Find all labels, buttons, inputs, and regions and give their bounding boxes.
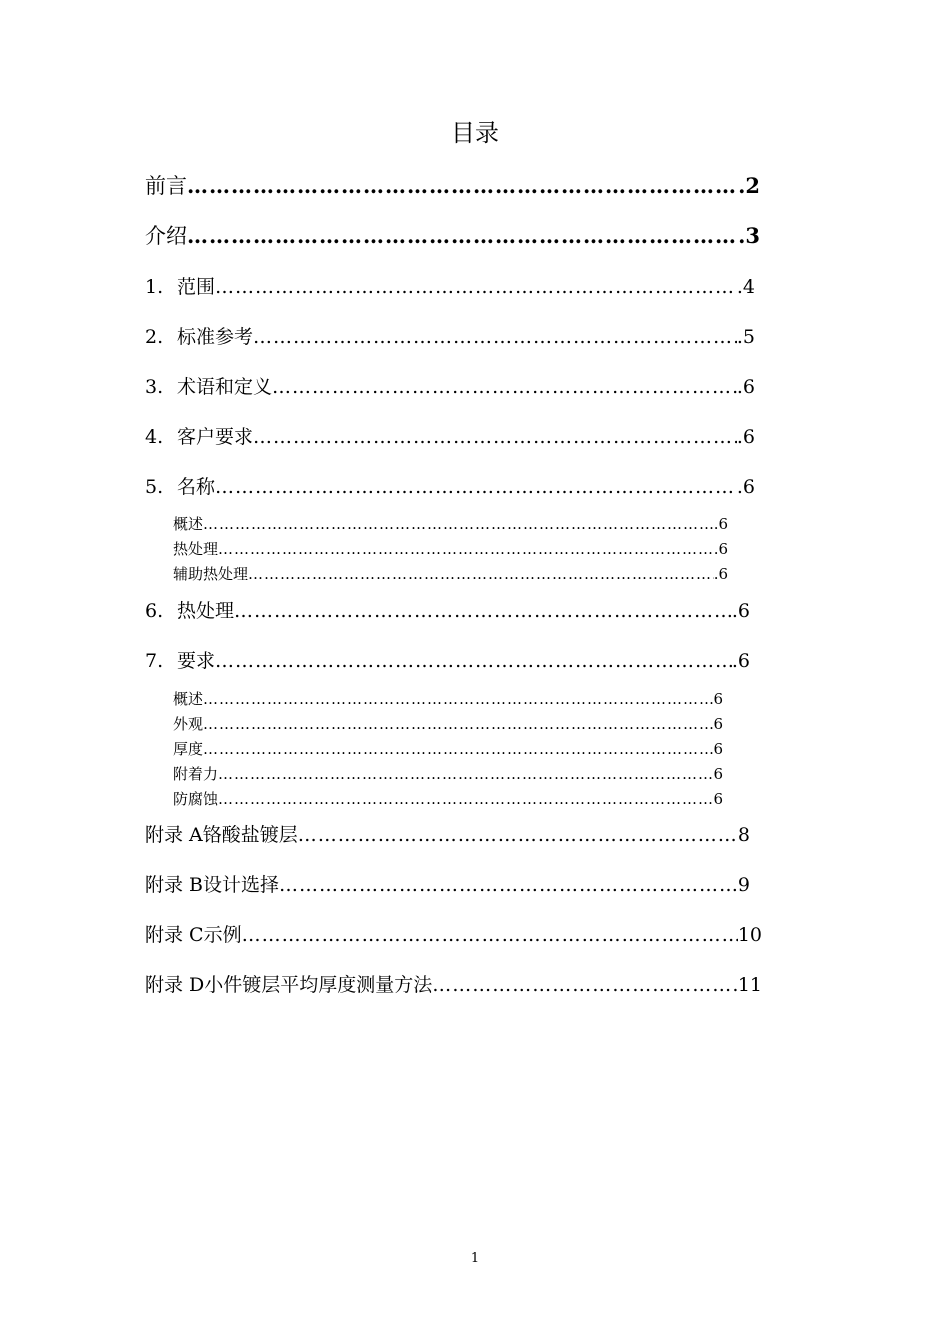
toc-entry-label: 概述 xyxy=(173,515,204,533)
toc-entry-appendix-a[interactable] xyxy=(145,820,750,848)
toc-subentry-5-heat-treatment[interactable] xyxy=(173,538,728,560)
toc-page-number: .6 xyxy=(731,600,750,622)
toc-section-number: 7. xyxy=(145,650,164,672)
toc-entry-section-7[interactable] xyxy=(145,646,750,674)
toc-entry-label: 客户要求 xyxy=(177,426,254,448)
toc-page-number: 6 xyxy=(713,790,723,808)
toc-entry-section-4[interactable] xyxy=(145,422,755,450)
toc-page-number: 6 xyxy=(713,690,723,708)
toc-subentry-7-thickness[interactable] xyxy=(173,738,723,760)
toc-entry-label: 小件镀层平均厚度测量方法 xyxy=(204,974,433,996)
toc-subentry-7-corrosion[interactable] xyxy=(173,788,723,810)
toc-subentry-5-overview[interactable] xyxy=(173,513,728,535)
toc-page-number: .6 xyxy=(713,515,728,533)
toc-entry-label: 示例 xyxy=(203,924,242,946)
toc-page-number: .6 xyxy=(736,476,755,498)
toc-page-number: .5 xyxy=(736,326,755,348)
toc-page-number: .6 xyxy=(713,565,728,583)
dot-leader xyxy=(242,924,738,946)
dot-leader xyxy=(298,824,738,846)
toc-entry-section-5[interactable] xyxy=(145,472,755,500)
toc-subentry-5-aux-heat-treatment[interactable] xyxy=(173,563,728,585)
dot-leader xyxy=(218,765,713,783)
toc-page-number: 11 xyxy=(737,974,762,996)
toc-entry-appendix-b[interactable] xyxy=(145,870,750,898)
toc-entry-label: 热处理 xyxy=(173,540,219,558)
toc-page-number: .4 xyxy=(736,276,755,298)
toc-entry-label: 名称 xyxy=(177,476,216,498)
dot-leader xyxy=(253,326,737,348)
dot-leader xyxy=(215,650,732,672)
toc-entry-label: 外观 xyxy=(173,715,204,733)
toc-entry-label: 铬酸盐镀层 xyxy=(202,824,298,846)
dot-leader xyxy=(215,476,737,498)
toc-entry-appendix-d[interactable] xyxy=(145,970,762,998)
toc-page-number: .6 xyxy=(736,426,755,448)
toc-title: 目录 xyxy=(451,119,499,147)
toc-entry-label: 术语和定义 xyxy=(177,376,273,398)
toc-entry-label: 范围 xyxy=(177,276,216,298)
toc-page-number: 10 xyxy=(737,924,762,946)
dot-leader xyxy=(187,223,738,248)
toc-page-number: .6 xyxy=(713,540,728,558)
toc-section-number: 2. xyxy=(145,326,164,348)
toc-page-number: 6 xyxy=(713,765,723,783)
toc-section-number: 4. xyxy=(145,426,164,448)
toc-page-number: .6 xyxy=(736,376,755,398)
toc-entry-section-3[interactable] xyxy=(145,372,755,400)
toc-entry-label: 热处理 xyxy=(177,600,235,622)
toc-page-number: 6 xyxy=(713,740,723,758)
toc-entry-label: 设计选择 xyxy=(203,874,280,896)
toc-entry-section-1[interactable] xyxy=(145,272,755,300)
toc-entry-label: 附着力 xyxy=(173,765,219,783)
toc-subentry-7-appearance[interactable] xyxy=(173,713,723,735)
toc-entry-label: 概述 xyxy=(173,690,204,708)
toc-page-number: .3 xyxy=(738,223,760,248)
toc-page-number: .6 xyxy=(731,650,750,672)
dot-leader xyxy=(432,974,738,996)
toc-entry-section-6[interactable] xyxy=(145,596,750,624)
dot-leader xyxy=(203,740,713,758)
toc-entry-introduction[interactable] xyxy=(145,220,760,250)
dot-leader xyxy=(203,715,713,733)
toc-subentry-7-adhesion[interactable] xyxy=(173,763,723,785)
appendix-tag: 附录 B xyxy=(145,874,204,896)
toc-page-number: 8 xyxy=(737,824,750,846)
dot-leader xyxy=(248,565,714,583)
dot-leader xyxy=(272,376,737,398)
toc-section-number: 1. xyxy=(145,276,164,298)
toc-entry-label: 厚度 xyxy=(173,740,204,758)
appendix-tag: 附录 A xyxy=(145,824,203,846)
footer-page-number: 1 xyxy=(470,1251,480,1266)
dot-leader xyxy=(218,790,713,808)
toc-entry-label: 防腐蚀 xyxy=(173,790,219,808)
toc-page-number: 9 xyxy=(737,874,750,896)
toc-section-number: 3. xyxy=(145,376,164,398)
toc-entry-label: 前言 xyxy=(145,174,187,198)
toc-section-number: 5. xyxy=(145,476,164,498)
toc-entry-label: 要求 xyxy=(177,650,216,672)
dot-leader xyxy=(218,540,714,558)
dot-leader xyxy=(279,874,738,896)
toc-entry-section-2[interactable] xyxy=(145,322,755,350)
appendix-tag: 附录 C xyxy=(145,924,204,946)
dot-leader xyxy=(234,600,732,622)
toc-entry-label: 辅助热处理 xyxy=(173,565,249,583)
dot-leader xyxy=(203,515,714,533)
dot-leader xyxy=(203,690,713,708)
toc-entry-label: 介绍 xyxy=(145,224,187,248)
toc-section-number: 6. xyxy=(145,600,164,622)
dot-leader xyxy=(253,426,737,448)
dot-leader xyxy=(215,276,737,298)
appendix-tag: 附录 D xyxy=(145,974,205,996)
toc-page-number: .2 xyxy=(738,173,760,198)
dot-leader xyxy=(187,173,738,198)
toc-entry-appendix-c[interactable] xyxy=(145,920,762,948)
toc-entry-preface[interactable] xyxy=(145,170,760,200)
toc-subentry-7-overview[interactable] xyxy=(173,688,723,710)
toc-entry-label: 标准参考 xyxy=(177,326,254,348)
toc-page-number: 6 xyxy=(713,715,723,733)
